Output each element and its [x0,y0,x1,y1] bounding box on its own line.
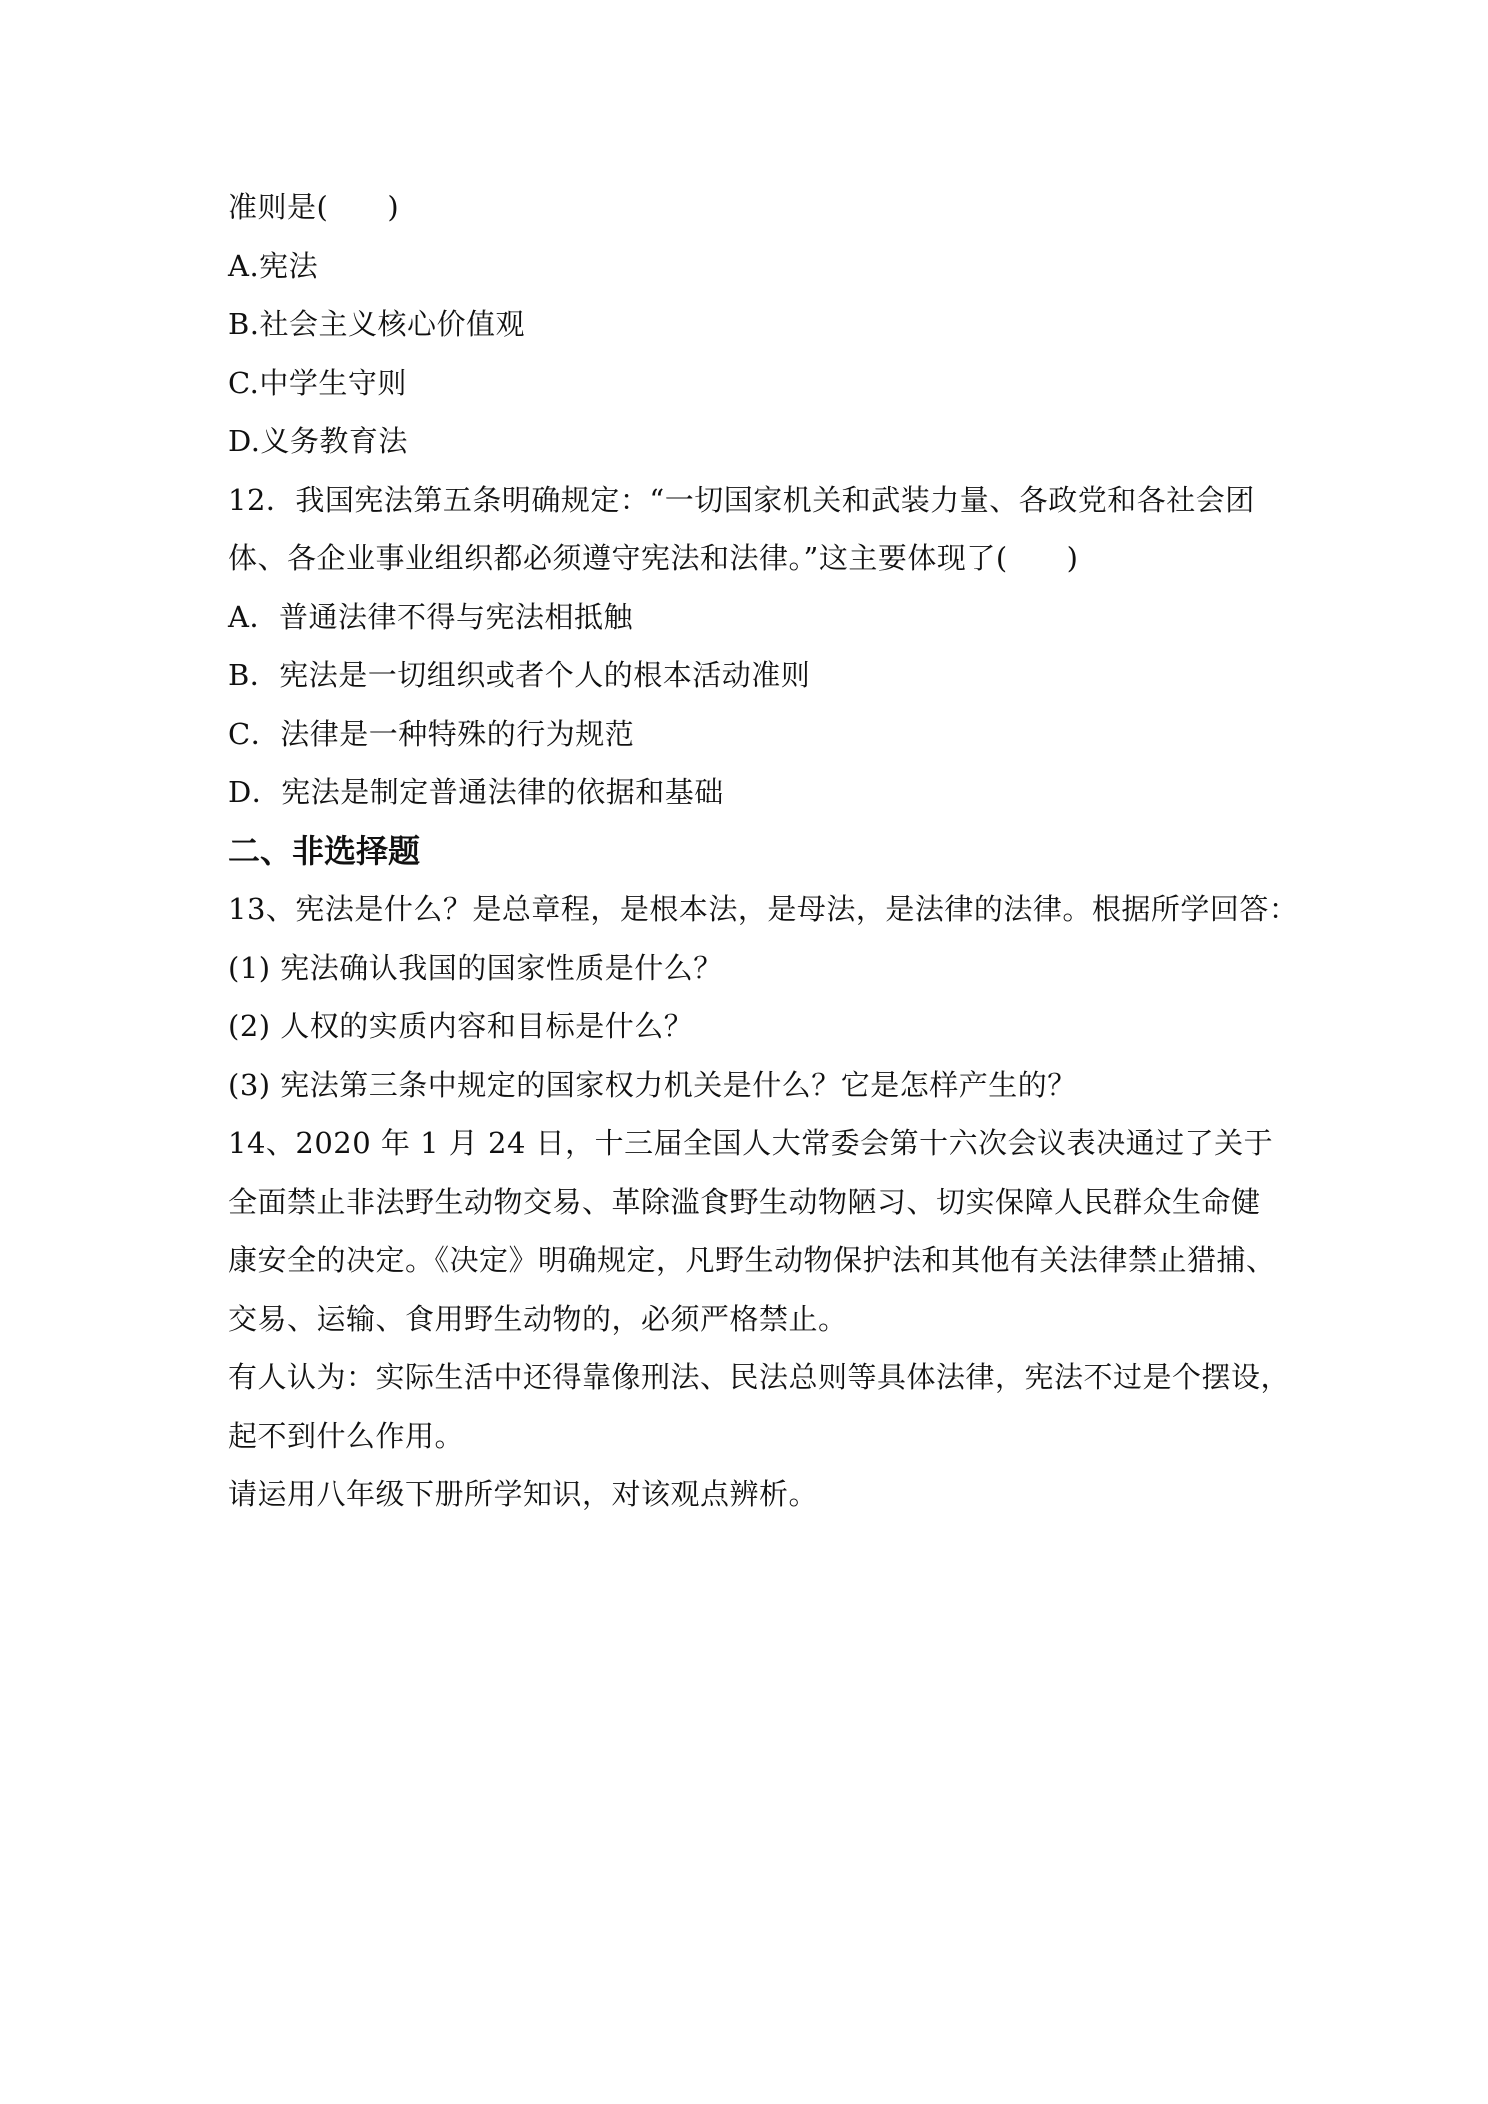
section-heading-non-choice: 二、非选择题 [228,831,421,870]
q12-option-d: D．宪法是制定普通法律的依据和基础 [228,775,724,809]
q14-task: 请运用八年级下册所学知识，对该观点辨析。 [228,1477,819,1511]
q14-para1-line2: 全面禁止非法野生动物交易、革除滥食野生动物陋习、切实保障人民群众生命健 [228,1184,1261,1219]
q14-para2-line1: 有人认为：实际生活中还得靠像刑法、民法总则等具体法律，宪法不过是个摆设， [228,1360,1291,1394]
q14-para2-line2: 起不到什么作用。 [228,1418,465,1453]
q12-option-b: B．宪法是一切组织或者个人的根本活动准则 [228,658,811,692]
q12-option-a: A．普通法律不得与宪法相抵触 [228,599,633,634]
q11-option-a: A.宪法 [228,248,319,283]
document-body [228,178,1299,1524]
q11-option-d: D.义务教育法 [228,424,408,458]
q13-stem: 13、宪法是什么？是总章程，是根本法，是母法，是法律的法律。根据所学回答： [228,892,1299,926]
q13-sub-1: (1) 宪法确认我国的国家性质是什么？ [228,950,723,985]
q13-sub-2: (2) 人权的实质内容和目标是什么？ [228,1009,694,1043]
q11-option-c: C.中学生守则 [228,365,407,400]
q14-para1-line1: 14、2020 年 1 月 24 日，十三届全国人大常委会第十六次会议表决通过了关于 [228,1126,1274,1160]
q12-option-c: C．法律是一种特殊的行为规范 [228,716,635,751]
q12-stem-line1: 12．我国宪法第五条明确规定：“一切国家机关和武装力量、各政党和各社会团 [228,482,1255,517]
q14-para1-line3: 康安全的决定。《决定》明确规定，凡野生动物保护法和其他有关法律禁止猎捕、 [228,1243,1276,1277]
q14-para1-line4: 交易、运输、食用野生动物的，必须严格禁止。 [228,1301,848,1336]
q11-option-b: B.社会主义核心价值观 [228,307,526,341]
q11-stem-tail: 准则是( ) [228,190,400,224]
q12-stem-line2: 体、各企业事业组织都必须遵守宪法和法律。”这主要体现了( ) [228,541,1079,575]
q13-sub-3: (3) 宪法第三条中规定的国家权力机关是什么？它是怎样产生的？ [228,1067,1077,1102]
